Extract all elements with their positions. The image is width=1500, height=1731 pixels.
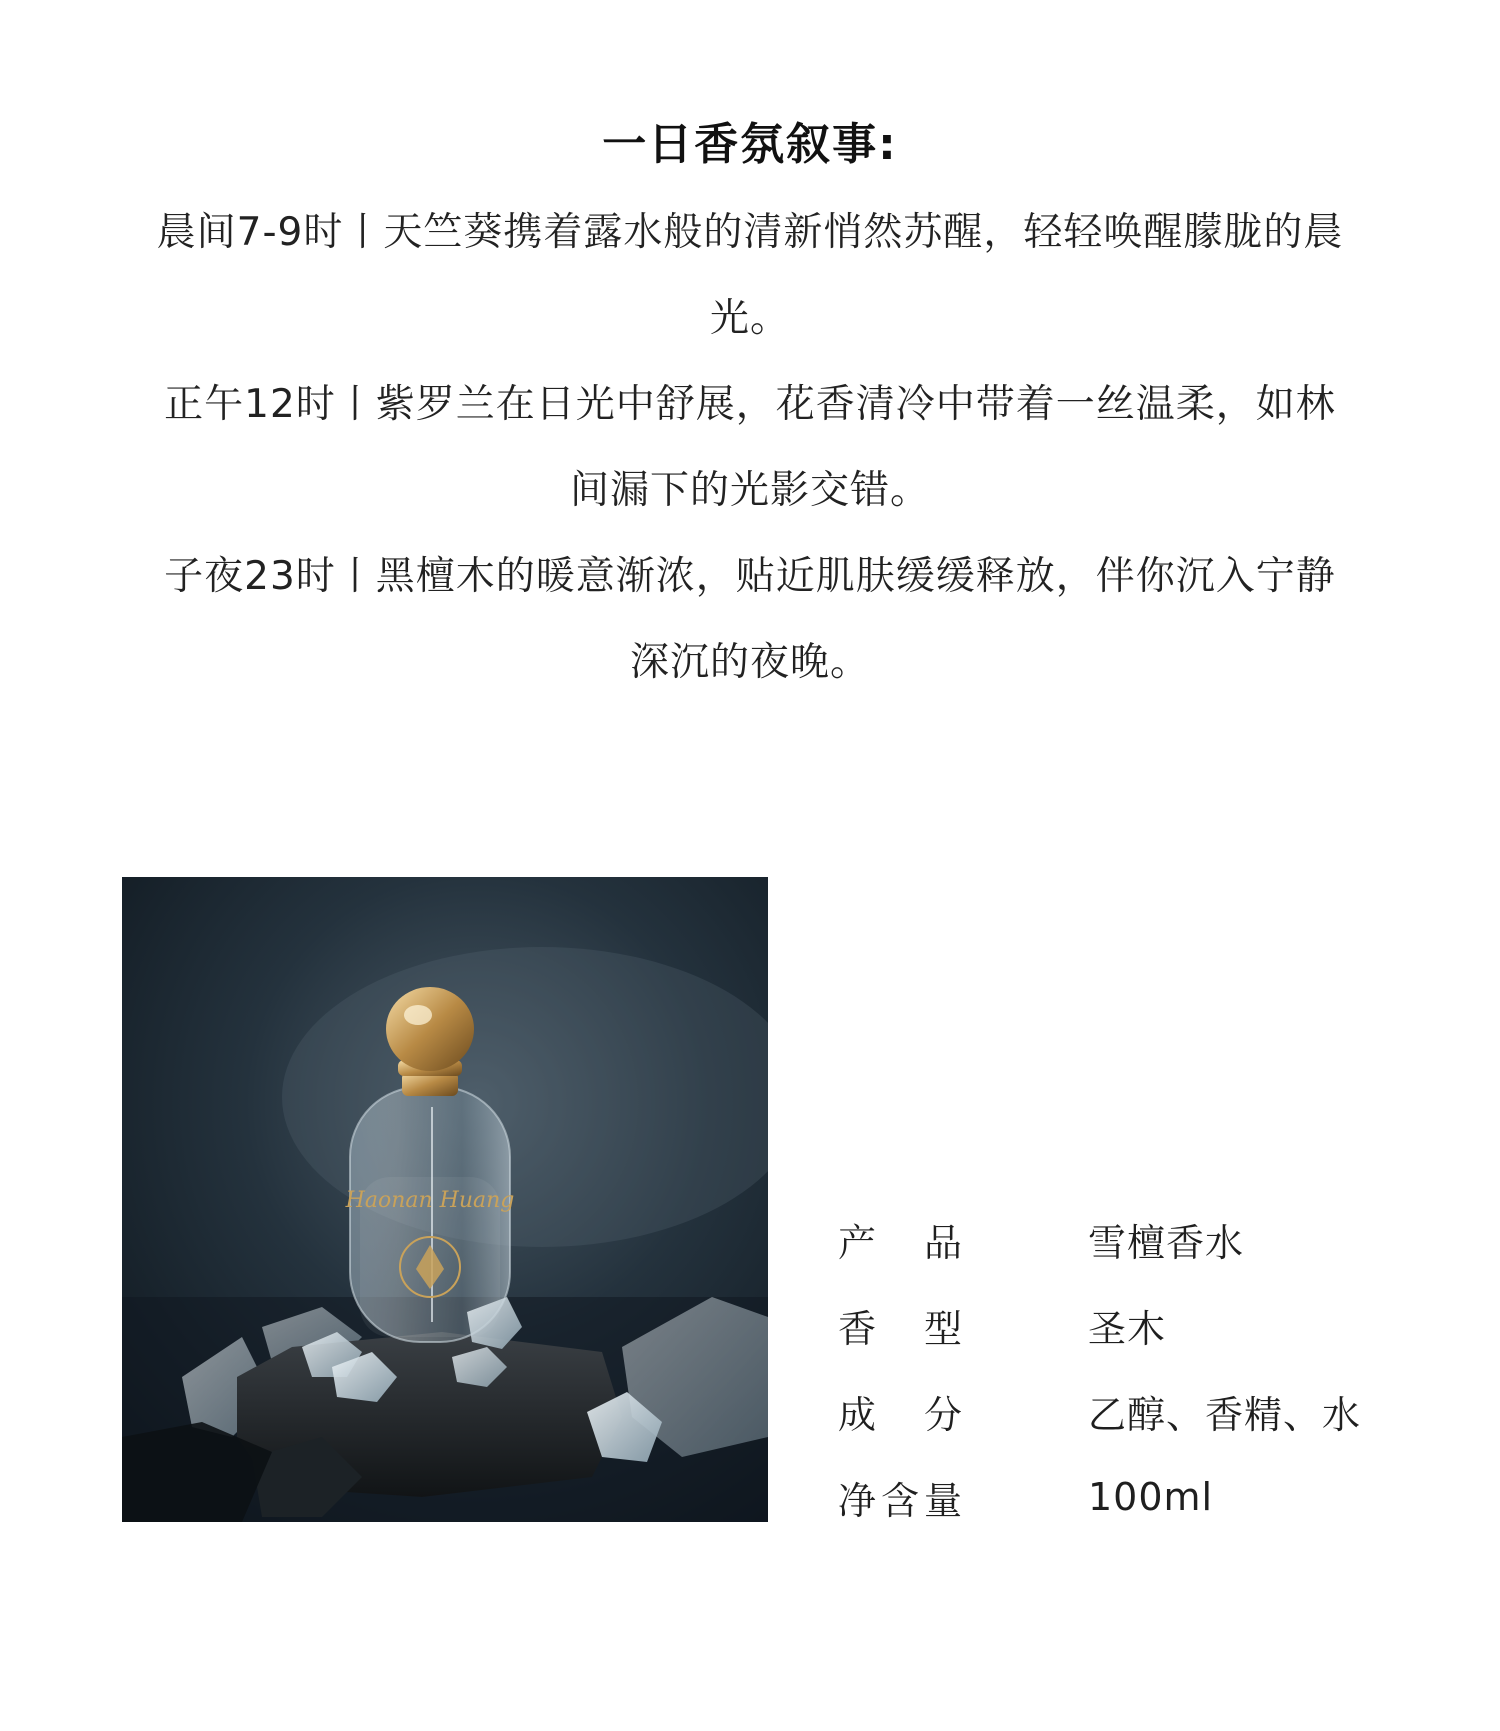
story-line: 间漏下的光影交错。 [569,468,930,513]
story-paragraph-noon [122,362,1378,534]
spec-value: 100ml [1088,1475,1214,1519]
story-paragraph-morning [122,190,1378,362]
story-line: 晨间7-9时丨天竺葵携着露水般的清新悄然苏醒，轻轻唤醒朦胧的晨 [156,210,1344,255]
spec-row-volume [838,1454,1398,1540]
spec-label-char: 量 [923,1478,962,1523]
product-specs [838,1196,1398,1540]
bottle-label: Haonan Huang [345,1188,515,1213]
spec-label [838,1298,1088,1353]
spec-label-char: 产 [838,1220,877,1265]
product-photo [122,877,768,1522]
story-line: 光。 [709,296,790,341]
story-line: 子夜23时丨黑檀木的暖意渐浓，贴近肌肤缓缓释放，伴你沉入宁静 [164,554,1336,599]
spec-row-product [838,1196,1398,1282]
story-line: 正午12时丨紫罗兰在日光中舒展，花香清冷中带着一丝温柔，如林 [164,382,1336,427]
spec-label-char: 净 [838,1478,877,1523]
spec-label-char: 香 [838,1306,877,1351]
spec-value: 乙醇、香精、水 [1088,1392,1362,1437]
spec-label-char: 分 [923,1392,962,1437]
spec-row-ingredients [838,1368,1398,1454]
spec-value: 圣木 [1088,1306,1167,1351]
spec-label [838,1470,1088,1525]
spec-label [838,1384,1088,1439]
spec-label-char: 成 [838,1392,877,1437]
story-line: 深沉的夜晚。 [629,640,870,685]
spec-row-scent-type [838,1282,1398,1368]
story-paragraph-midnight [122,534,1378,706]
spec-label-char: 品 [923,1220,962,1265]
spec-label-char: 型 [923,1306,962,1351]
perfume-bottle-icon [122,877,768,1522]
fragrance-story [122,190,1378,706]
spec-label [838,1212,1088,1267]
spec-value: 雪檀香水 [1088,1220,1245,1265]
page-title: 一日香氛叙事: [602,119,898,170]
spec-label-char: 含 [880,1478,919,1523]
